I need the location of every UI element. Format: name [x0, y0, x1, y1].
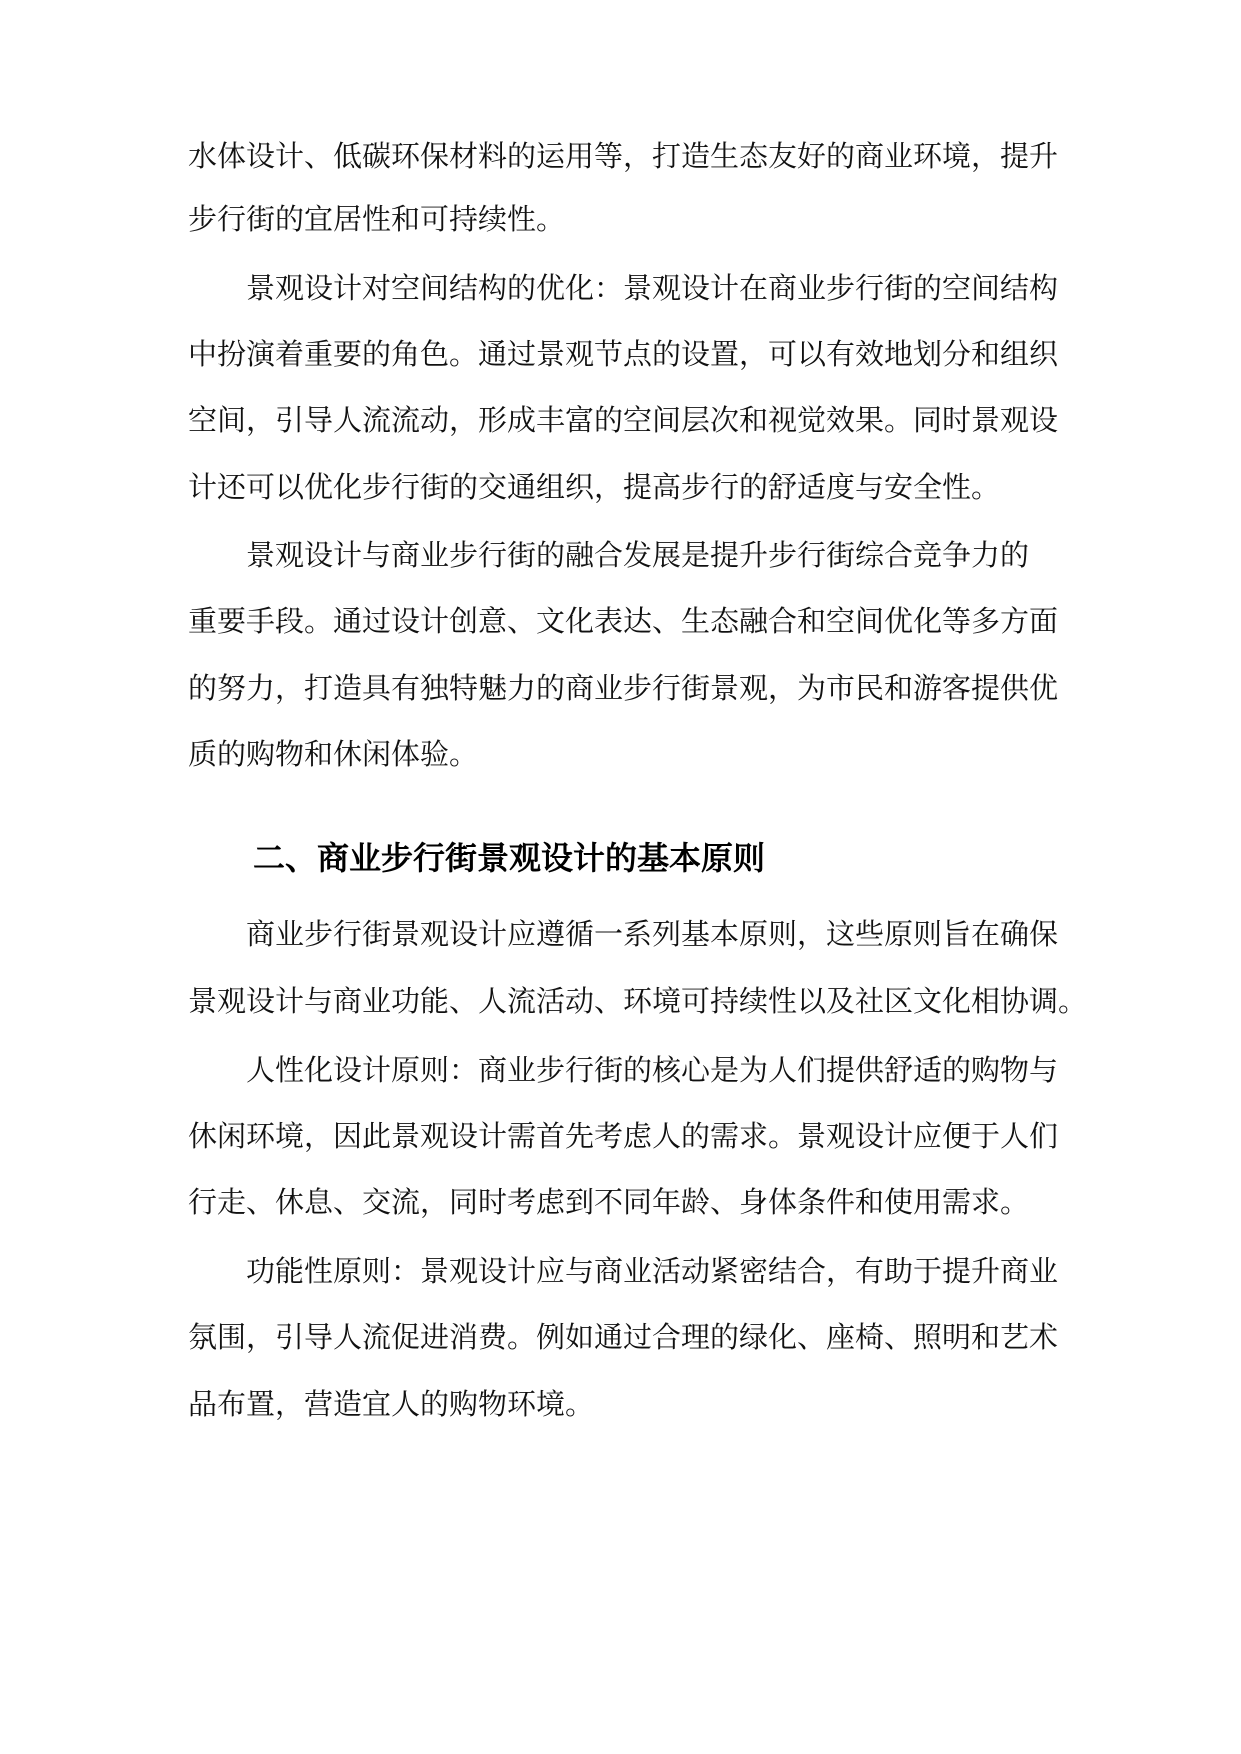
paragraph-line: 步行街的宜居性和可持续性。 [188, 202, 566, 236]
paragraph-line: 人性化设计原则：商业步行街的核心是为人们提供舒适的购物与 [246, 1053, 1059, 1087]
paragraph-line: 景观设计对空间结构的优化：景观设计在商业步行街的空间结构 [246, 271, 1059, 305]
paragraph-line: 商业步行街景观设计应遵循一系列基本原则，这些原则旨在确保 [246, 917, 1059, 951]
paragraph-line: 水体设计、低碳环保材料的运用等，打造生态友好的商业环境，提升 [188, 139, 1059, 173]
paragraph-line: 行走、休息、交流，同时考虑到不同年龄、身体条件和使用需求。 [188, 1185, 1030, 1219]
paragraph-line: 空间，引导人流流动，形成丰富的空间层次和视觉效果。同时景观设 [188, 403, 1059, 437]
paragraph-line: 功能性原则：景观设计应与商业活动紧密结合，有助于提升商业 [246, 1254, 1059, 1288]
paragraph-line: 品布置，营造宜人的购物环境。 [188, 1387, 595, 1421]
paragraph-line: 质的购物和休闲体验。 [188, 737, 479, 771]
paragraph-line: 景观设计与商业功能、人流活动、环境可持续性以及社区文化相协调。 [188, 984, 1088, 1018]
paragraph-line: 休闲环境，因此景观设计需首先考虑人的需求。景观设计应便于人们 [188, 1119, 1059, 1153]
section-heading: 二、商业步行街景观设计的基本原则 [253, 839, 766, 877]
paragraph-line: 重要手段。通过设计创意、文化表达、生态融合和空间优化等多方面 [188, 604, 1059, 638]
paragraph-line: 的努力，打造具有独特魅力的商业步行街景观，为市民和游客提供优 [188, 671, 1059, 705]
paragraph-line: 计还可以优化步行街的交通组织，提高步行的舒适度与安全性。 [188, 470, 1001, 504]
paragraph-line: 中扮演着重要的角色。通过景观节点的设置，可以有效地划分和组织 [188, 337, 1059, 371]
paragraph-line: 氛围，引导人流促进消费。例如通过合理的绿化、座椅、照明和艺术 [188, 1320, 1059, 1354]
paragraph-line: 景观设计与商业步行街的融合发展是提升步行街综合竞争力的 [246, 538, 1030, 572]
